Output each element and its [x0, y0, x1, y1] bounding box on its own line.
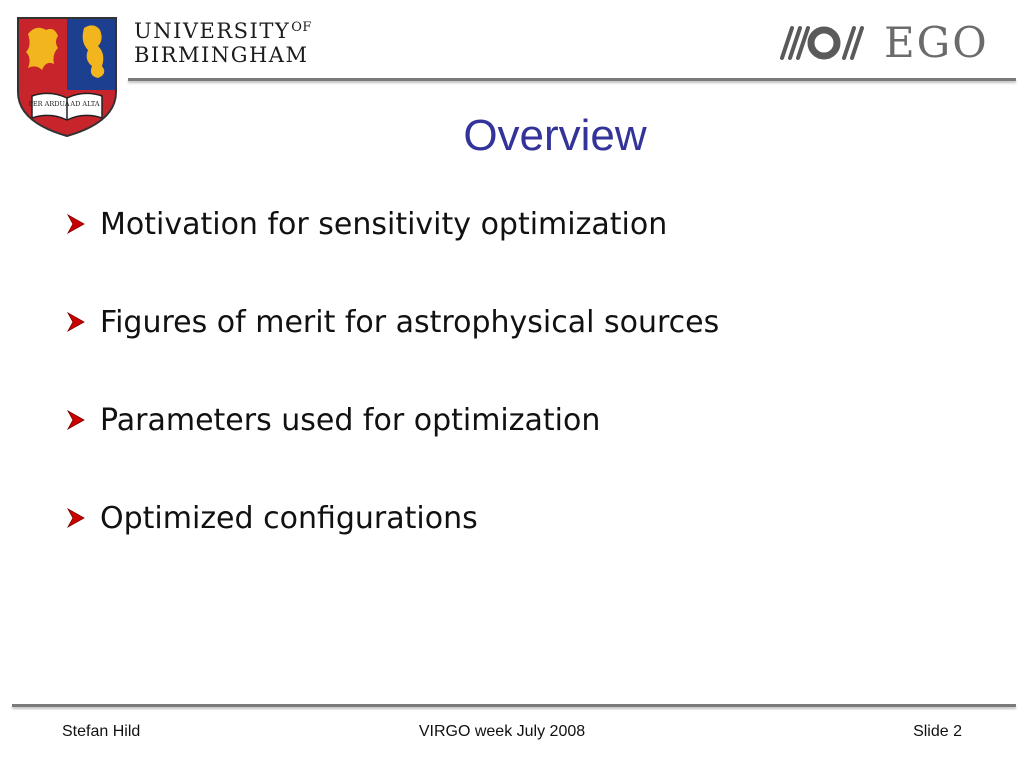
bullet-item — [62, 200, 719, 248]
bullet-item — [62, 494, 719, 542]
university-wordmark — [134, 16, 312, 67]
arrowhead-bullet-icon — [62, 506, 94, 530]
header-divider — [128, 78, 1016, 81]
footer-slide-number: Slide 2 — [913, 723, 962, 740]
ego-symbol-icon — [772, 22, 870, 64]
bullet-text: Figures of merit for astrophysical sources — [100, 304, 720, 340]
bullet-text: Optimized configurations — [100, 500, 478, 536]
footer-event: VIRGO week July 2008 — [418, 723, 586, 740]
bullet-list — [62, 200, 719, 592]
university-name-line1: UNIVERSITY — [134, 19, 291, 43]
university-name-line2: BIRMINGHAM — [134, 43, 309, 67]
bullet-item — [62, 298, 719, 346]
bullet-item — [62, 396, 719, 444]
bullet-text: Parameters used for optimization — [100, 402, 601, 438]
page-title: Overview — [463, 111, 647, 160]
crest-motto-left: PER ARDUA — [28, 100, 70, 108]
arrowhead-bullet-icon — [62, 408, 94, 432]
ego-logo-text: EGO — [884, 18, 989, 67]
footer-author: Stefan Hild — [62, 723, 141, 740]
arrowhead-bullet-icon — [62, 310, 94, 334]
university-name-of: OF — [291, 20, 312, 35]
footer-divider — [12, 704, 1016, 707]
bullet-text: Motivation for sensitivity optimization — [100, 206, 668, 242]
arrowhead-bullet-icon — [62, 212, 94, 236]
crest-motto-right: AD ALTA — [70, 100, 100, 108]
